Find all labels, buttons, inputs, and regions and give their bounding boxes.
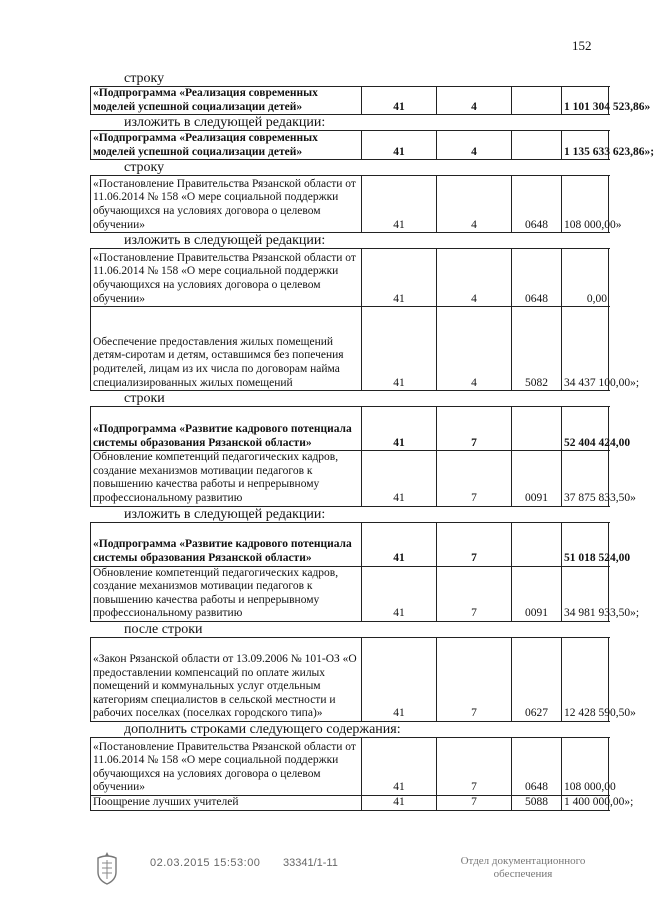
amount: 12 428 590,50»	[562, 637, 609, 721]
ministry-code: 41	[362, 795, 437, 810]
budget-table	[90, 522, 640, 622]
target-code	[512, 131, 562, 160]
amount: 1 400 000,00»;	[562, 795, 609, 810]
target-code: 0091	[512, 451, 562, 506]
row-name: Поощрение лучших учителей	[91, 795, 362, 810]
row-name: «Подпрограмма «Развитие кадрового потенциала системы образования Рязанской области»	[91, 522, 362, 566]
row-name: Обеспечение предоставления жилых помещений детям-сиротам и детям, оставшимся без попечения родителей, лицам из их числа по договорам найма специализированных жилых помещений	[91, 307, 362, 391]
row-name: «Подпрограмма «Реализация современных моделей успешной социализации детей»	[91, 87, 362, 115]
row-name: «Подпрограмма «Реализация современных моделей успешной социализации детей»	[91, 131, 362, 160]
amount: 51 018 524,00	[562, 522, 609, 566]
target-code: 5088	[512, 795, 562, 810]
amount: 108 000,00»	[562, 176, 609, 233]
table-row	[91, 249, 609, 307]
budget-table	[90, 86, 651, 115]
target-code: 0091	[512, 566, 562, 621]
ministry-code: 41	[362, 451, 437, 506]
instruction-text: дополнить строками следующего содержания:	[124, 721, 401, 737]
section-code: 4	[437, 307, 512, 391]
ministry-code: 41	[362, 637, 437, 721]
table-row	[91, 176, 609, 233]
amount: 34 981 933,50»;	[562, 566, 609, 621]
section-code: 4	[437, 249, 512, 307]
footer-doc-number: 33341/1-11	[283, 857, 338, 869]
amount: 0,00	[562, 249, 609, 307]
target-code	[512, 407, 562, 451]
instruction-text: строки	[124, 391, 165, 407]
section-code: 4	[437, 176, 512, 233]
budget-amendment-body	[90, 71, 654, 811]
ministry-code: 41	[362, 87, 437, 115]
ministry-code: 41	[362, 566, 437, 621]
row-name: «Постановление Правительства Рязанской области от 11.06.2014 № 158 «О мере социальной поддержки обучающихся на условиях договора о целевом обучении»	[91, 249, 362, 307]
table-row	[91, 566, 609, 621]
row-name: «Постановление Правительства Рязанской области от 11.06.2014 № 158 «О мере социальной поддержки обучающихся на условиях договора о целевом обучении»	[91, 176, 362, 233]
section-code: 7	[437, 522, 512, 566]
amount: 1 135 633 623,86»;	[562, 131, 609, 160]
section-code: 7	[437, 737, 512, 795]
target-code: 0648	[512, 737, 562, 795]
amount: 52 404 424,00	[562, 407, 609, 451]
budget-table	[90, 737, 634, 811]
table-row	[91, 451, 609, 506]
instruction-text: после строки	[124, 621, 203, 637]
section-code: 7	[437, 407, 512, 451]
ministry-code: 41	[362, 737, 437, 795]
table-row	[91, 737, 609, 795]
section-code: 4	[437, 131, 512, 160]
amount: 37 875 833,50»	[562, 451, 609, 506]
ministry-code: 41	[362, 249, 437, 307]
budget-table	[90, 248, 640, 391]
target-code: 0648	[512, 249, 562, 307]
instruction-text: изложить в следующей редакции:	[124, 233, 326, 249]
page-number: 152	[572, 38, 592, 53]
row-name: «Постановление Правительства Рязанской области от 11.06.2014 № 158 «О мере социальной поддержки обучающихся на условиях договора о целевом обучении»	[91, 737, 362, 795]
instruction-text: изложить в следующей редакции:	[124, 506, 326, 522]
row-name: Обновление компетенций педагогических кадров, создание механизмов мотивации педагогов к повышению качества работы и непрерывному профессиональному развитию	[91, 451, 362, 506]
table-row	[91, 795, 609, 810]
target-code: 5082	[512, 307, 562, 391]
section-code: 4	[437, 87, 512, 115]
footer-timestamp: 02.03.2015 15:53:00	[150, 857, 261, 869]
footer-department: Отдел документационного обеспечения	[460, 855, 586, 880]
instruction-text: изложить в следующей редакции:	[124, 115, 326, 131]
table-row	[91, 87, 609, 115]
amount: 34 437 100,00»;	[562, 307, 609, 391]
amount: 1 101 304 523,86»	[562, 87, 609, 115]
table-row	[91, 307, 609, 391]
target-code: 0648	[512, 176, 562, 233]
instruction-text: строку	[124, 160, 165, 176]
ministry-code: 41	[362, 522, 437, 566]
budget-table	[90, 175, 622, 233]
section-code: 7	[437, 451, 512, 506]
section-code: 7	[437, 566, 512, 621]
amount: 108 000,00	[562, 737, 609, 795]
section-code: 7	[437, 795, 512, 810]
row-name: «Закон Рязанской области от 13.09.2006 № 101-ОЗ «О предоставлении компенсаций по оплате жилых помещений и коммунальных услуг отдельным категориям специалистов в сельской местности и рабочих поселках (поселках городского типа)»	[91, 637, 362, 721]
table-row	[91, 522, 609, 566]
ministry-code: 41	[362, 131, 437, 160]
row-name: Обновление компетенций педагогических кадров, создание механизмов мотивации педагогов к повышению качества работы и непрерывному профессиональному развитию	[91, 566, 362, 621]
budget-table	[90, 130, 654, 160]
target-code	[512, 87, 562, 115]
budget-table	[90, 637, 636, 722]
section-code: 7	[437, 637, 512, 721]
ministry-code: 41	[362, 407, 437, 451]
table-row	[91, 407, 609, 451]
table-row	[91, 131, 609, 160]
target-code: 0627	[512, 637, 562, 721]
ministry-code: 41	[362, 176, 437, 233]
ministry-code: 41	[362, 307, 437, 391]
table-row	[91, 637, 609, 721]
coat-of-arms-icon	[94, 850, 120, 886]
target-code	[512, 522, 562, 566]
budget-table	[90, 406, 636, 506]
instruction-text: строку	[124, 71, 165, 86]
row-name: «Подпрограмма «Развитие кадрового потенциала системы образования Рязанской области»	[91, 407, 362, 451]
